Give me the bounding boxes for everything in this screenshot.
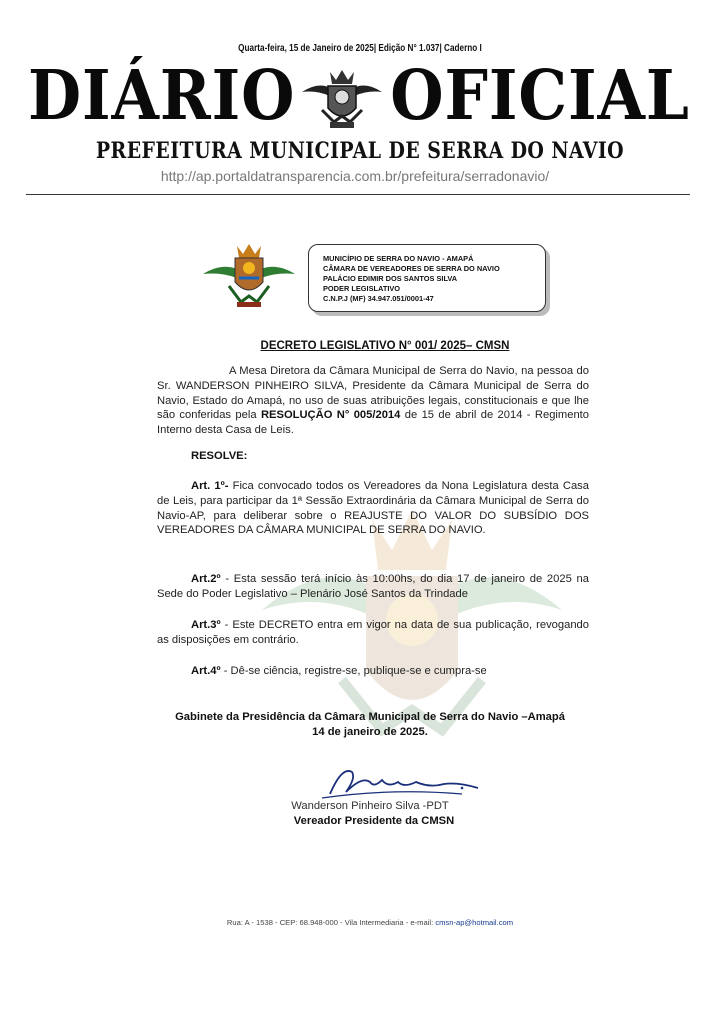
signatory-name: Wanderson Pinheiro Silva -PDT [291,800,449,812]
article-label: Art.3º [191,619,221,631]
chamber-crest-icon [203,240,295,312]
article-text: - Este DECRETO entra em vigor na data de sua publicação, revogando as disposições em contrário. [157,619,589,646]
article-text: - Dê-se ciência, registre-se, publique-se e cumpra-se [223,665,487,677]
intro-text: A Mesa Diretora da Câmara Municipal de Serra do Navio, na pessoa do Sr. WANDERSON PINHEIRO SILVA, Presidente da Câmara Municipal de Serra do Navio, Estado do Amapá, no uso de suas atribuições legais, constitucionais e que lhe são conferidas pela [157,365,589,422]
resolution-reference: RESOLUÇÃO N° 005/2014 [260,409,401,422]
masthead-title-right: OFICIAL [390,56,690,136]
info-line-branch: PODER LEGISLATIVO [323,284,401,293]
header-divider [26,194,690,195]
dateline: Quarta-feira, 15 de Janeiro de 2025| Edição N° 1.037| Caderno I [238,42,482,54]
info-line-chamber: CÂMARA DE VEREADORES DE SERRA DO NAVIO [323,264,500,273]
article-label: Art.4º [191,665,221,677]
publication-subtitle: PREFEITURA MUNICIPAL DE SERRA DO NAVIO [95,138,625,164]
article-1 [157,479,589,538]
intro-tail: de 15 de abril de 2014 - Regimento Interno desta Casa de Leis. [157,409,590,437]
closing-date: 14 de janeiro de 2025. [312,726,428,738]
article-label: Art.2º [191,573,221,585]
decree-title: DECRETO LEGISLATIVO N° 001/ 2025– CMSN [260,340,510,352]
handwritten-signature [312,758,482,806]
article-text: Fica convocado todos os Vereadores da Nona Legislatura desta Casa de Leis, para participar da 1ª Sessão Extraordinária da Câmara Municipal de Serra do Navio-AP, para deliberar sobre o REAJUSTE DO VALOR DO SUBSÍDIO DOS VEREADORES DA CÂMARA MUNICIPAL DE SERRA DO NAVIO. [157,480,589,537]
intro-paragraph [157,364,589,438]
article-3 [157,618,589,648]
info-line-palace: PALÁCIO EDIMIR DOS SANTOS SILVA [323,274,458,283]
article-2 [157,572,589,602]
info-line-municipality: MUNICÍPIO DE SERRA DO NAVIO - AMAPÁ [323,254,474,263]
institution-info-box [308,244,546,312]
article-label: Art. 1º- [191,480,229,492]
article-text: - Esta sessão terá início às 10:00hs, do dia 17 de janeiro de 2025 na Sede do Poder Legislativo – Plenário José Santos da Trindade [157,573,590,600]
footer-address [0,918,720,927]
footer-email-link[interactable]: cmsn-ap@hotmail.com [435,918,514,927]
article-4 [157,664,589,679]
resolve-heading: RESOLVE: [191,450,248,462]
closing-place: Gabinete da Presidência da Câmara Municipal de Serra do Navio –Amapá [175,711,565,723]
coat-of-arms-icon [300,66,384,132]
portal-url[interactable]: http://ap.portaldatransparencia.com.br/prefeitura/serradonavio/ [160,168,550,184]
masthead-title-left: DIÁRIO [28,56,296,136]
info-line-cnpj: C.N.P.J (MF) 34.947.051/0001-47 [323,294,434,303]
footer-address-text: Rua: A - 1538 - CEP: 68.948-000 - Vila Intermediaria - e-mail: [226,918,434,927]
closing-block [100,710,640,740]
signatory-role: Vereador Presidente da CMSN [293,815,455,827]
